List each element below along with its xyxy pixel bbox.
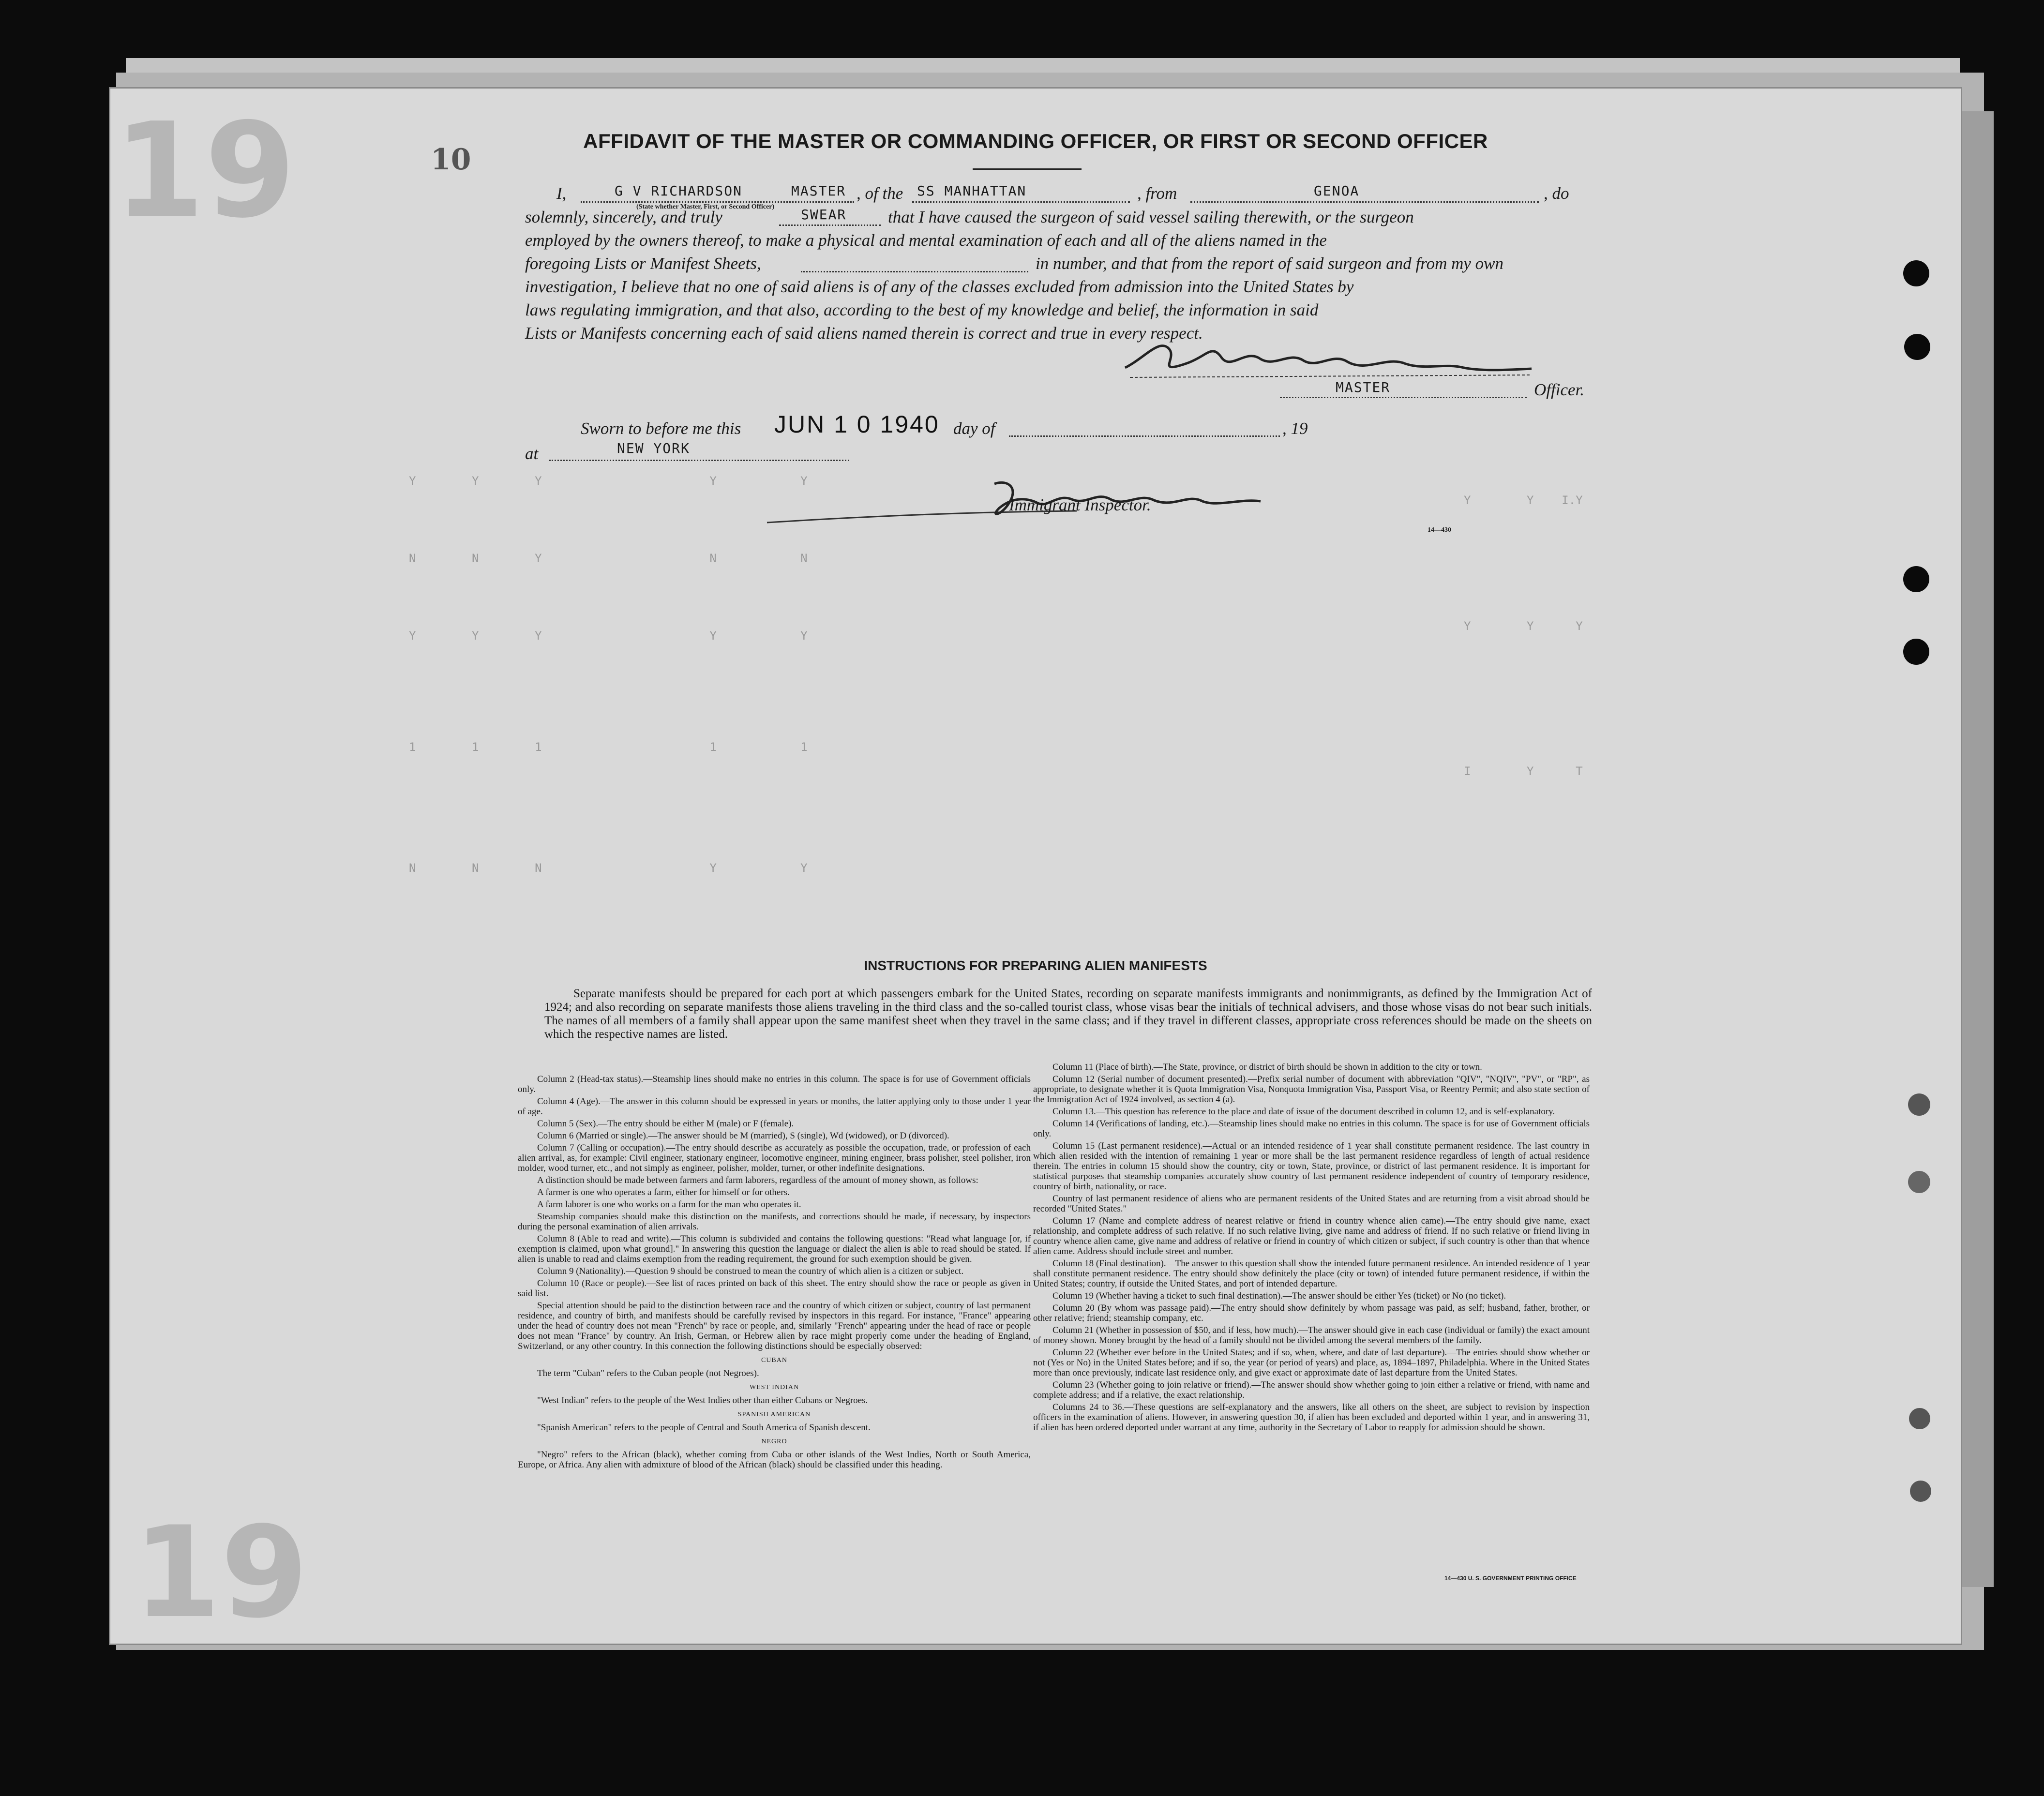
instruction-paragraph: "West Indian" refers to the people of the West Indies other than either Cubans or Negroes. <box>537 1395 868 1406</box>
signer-rank-line <box>1280 397 1527 398</box>
punch-hole <box>1903 639 1929 665</box>
bleed-through-marks: Y Y Y <box>1464 619 1583 633</box>
instruction-paragraph: Column 19 (Whether having a ticket to such final destination).—The answer should be either Yes (ticket) or No (no ticket). <box>1052 1291 1506 1301</box>
date-stamp: JUN 1 0 1940 <box>774 411 940 438</box>
year-suffix: , 19 <box>1282 419 1308 438</box>
instruction-paragraph: Columns 24 to 36.—These questions are self-explanatory and the answers, like all others on the sheet, are subject to revision by inspection officers in the examination of aliens. However, in answering question 30, if alien has been excluded and deported within 1 year, and in answering 31, if alien has been ordered deported under warrant at any time, authority in the Secretary of Labor to reapply for admission should be shown. <box>1033 1402 1590 1433</box>
instruction-paragraph: Column 7 (Calling or occupation).—The entry should describe as accurately as possible the occupation, trade, or profession of each alien arrival, as, for example: Civil engineer, stationary engineer, locomotive engineer, mining engineer, brass polisher, steel polisher, iron molder, wood turner, etc., and not simply as engineer, polisher, molder, turner, or other indefinite designations. <box>518 1143 1031 1173</box>
bleed-through-marks: 1 1 1 1 1 <box>409 740 808 754</box>
affidavit-title: AFFIDAVIT OF THE MASTER OR COMMANDING OFFICER, OR FIRST OR SECOND OFFICER <box>583 130 1488 152</box>
punch-hole <box>1903 260 1929 286</box>
instruction-paragraph: Column 14 (Verifications of landing, etc.).—Steamship lines should make no entries in this column. The space is for use of Government officials only. <box>1033 1119 1590 1139</box>
instruction-paragraph: Column 4 (Age).—The answer in this column should be expressed in years or months, the latter applying only to those under 1 year of age. <box>518 1096 1031 1117</box>
instruction-paragraph: "Spanish American" refers to the people of Central and South America of Spanish descent. <box>537 1422 871 1433</box>
oath-word: SWEAR <box>801 207 847 223</box>
instruction-paragraph: "Negro" refers to the African (black), whether coming from Cuba or other islands of the West Indies, North or South America, Europe, or Africa. Any alien with admixture of blood of the African (black) should be classified under this heading. <box>518 1450 1031 1470</box>
affidavit-line-2-pre: solemnly, sincerely, and truly <box>525 208 722 226</box>
text-from: , from <box>1137 184 1177 203</box>
instruction-paragraph: Column 20 (By whom was passage paid).—The entry should show definitely by whom passage was paid, as self; husband, father, brother, or other relative; friend; steamship company, etc. <box>1033 1303 1590 1323</box>
port-name: GENOA <box>1314 183 1360 199</box>
text-do: , do <box>1544 184 1569 203</box>
bleed-through-marks: Y Y I.Y <box>1464 494 1583 507</box>
vessel-name: SS MANHATTAN <box>917 183 1027 199</box>
punch-hole <box>1904 334 1930 360</box>
port-line <box>1190 201 1539 203</box>
instruction-paragraph: A farm laborer is one who works on a farm for the man who operates it. <box>537 1199 801 1210</box>
sworn-text: Sworn to before me this <box>581 419 741 438</box>
page-number-bleed: 19 <box>114 94 296 247</box>
signer-rank: MASTER <box>1336 379 1391 395</box>
officer-label: Officer. <box>1534 380 1585 399</box>
section-heading: CUBAN <box>761 1357 787 1364</box>
instructions-right-column <box>1033 1062 1590 1435</box>
punch-hole <box>1903 566 1929 592</box>
affidavit-line-1 <box>556 183 566 204</box>
small-number: 10 <box>431 143 471 177</box>
number-line <box>801 271 1028 272</box>
affidavit-line-4-pre: foregoing Lists or Manifest Sheets, <box>525 254 761 273</box>
instruction-paragraph: Column 9 (Nationality).—Question 9 should be construed to mean the country of which alien is a citizen or subject. <box>537 1266 964 1276</box>
bleed-through-marks: N N N Y Y <box>409 861 808 875</box>
manifest-page <box>109 87 1962 1645</box>
instruction-paragraph: Column 17 (Name and complete address of nearest relative or friend in country whence alien came).—The entry should give name, exact relationship, and complete address of such relative. If no such relative living, give name and address of friend. If no such relative or friend living in country whence alien came, give name and address of relative or friend in country of which citizen or subject, if such country is other than that whence alien came. Address should include street and number. <box>1033 1216 1590 1257</box>
inspector-label: Immigrant Inspector. <box>1009 495 1151 514</box>
punch-hole <box>1908 1093 1930 1116</box>
instruction-paragraph: A distinction should be made between farmers and farm laborers, regardless of the amount of money shown, as follows: <box>537 1175 978 1185</box>
instruction-paragraph: Column 23 (Whether going to join relative or friend).—The answer should show whether going to join either a relative or friend, with name and complete address; and if a relative, the exact relationship. <box>1033 1380 1590 1400</box>
instruction-paragraph: Column 11 (Place of birth).—The State, province, or district of birth should be shown in addition to the city or town. <box>1052 1062 1482 1072</box>
rank-note: (State whether Master, First, or Second Officer) <box>636 203 775 210</box>
text-i: I, <box>556 184 567 203</box>
affidavit-line-4-post: in number, and that from the report of said surgeon and from my own <box>1036 254 1504 273</box>
instructions-title: INSTRUCTIONS FOR PREPARING ALIEN MANIFESTS <box>864 958 1207 973</box>
day-of-label: day of <box>953 419 995 438</box>
punch-hole <box>1909 1408 1930 1429</box>
month-line <box>1009 435 1280 437</box>
officer-name: G V RICHARDSON <box>615 183 743 199</box>
section-heading: NEGRO <box>761 1438 787 1445</box>
instruction-paragraph: Column 22 (Whether ever before in the United States; and if so, when, where, and date of last departure).—The entries should show whether or not (Yes or No) in the United States before; and if so, the year (or period of years) and place, as, 1894–1897, Philadelphia. Where in the United States more than once previously, indicate last residence only, and give exact or approximate date of last departure from the United States. <box>1033 1347 1590 1378</box>
text-of-the: , of the <box>857 184 903 203</box>
section-heading: WEST INDIAN <box>749 1384 799 1391</box>
instruction-paragraph: Column 13.—This question has reference to the place and date of issue of the document described in column 12, and is self-explanatory. <box>1052 1107 1555 1117</box>
vessel-line <box>912 201 1130 203</box>
instruction-paragraph: Column 2 (Head-tax status).—Steamship lines should make no entries in this column. The space is for use of Government officials only. <box>518 1074 1031 1094</box>
instruction-paragraph: Special attention should be paid to the distinction between race and the country of which citizen or subject, country of last permanent residence, and country of birth, and manifests should be carefully revised by inspectors in this regard. For instance, "France" appearing under the head of country does not mean "French" by race or people, and, similarly "French" appearing under the head of race or people does not mean "France" by country. An Irish, German, or Hebrew alien by race might properly come under the heading of England, Switzerland, or any other country. In this connection the following distinctions should be especially observed: <box>518 1301 1031 1351</box>
instructions-left-column <box>518 1074 1031 1472</box>
bleed-through-marks: Y Y Y Y Y <box>409 629 808 643</box>
instruction-paragraph: Column 10 (Race or people).—See list of races printed on back of this sheet. The entry should show the race or people as given in said list. <box>518 1278 1031 1299</box>
affidavit-line-2-post: that I have caused the surgeon of said vessel sailing therewith, or the surgeon <box>888 208 1414 226</box>
section-heading: SPANISH AMERICAN <box>737 1411 811 1418</box>
title-underline <box>973 168 1082 170</box>
oath-line <box>779 224 881 226</box>
page-number-bleed: 19 <box>133 1500 308 1646</box>
bleed-through-marks: N N Y N N <box>409 552 808 565</box>
instruction-paragraph: Column 5 (Sex).—The entry should be either M (male) or F (female). <box>537 1119 794 1129</box>
instruction-paragraph: Column 15 (Last permanent residence).—Actual or an intended residence of 1 year shall constitute permanent residence. The last country in which alien resided with the intention of remaining 1 year or more shall be the last permanent residence regardless of length of actual residence therein. The entries in column 15 should show the country, city or town, State, province, or district of last permanent residence. It is important for statistical purposes that steamship companies accurately show country of last permanent residence independent of country of temporary residence, country of birth, nationality, or race. <box>1033 1141 1590 1192</box>
at-label: at <box>525 444 539 463</box>
instruction-paragraph: The term "Cuban" refers to the Cuban people (not Negroes). <box>537 1368 759 1378</box>
officer-name-line <box>581 201 854 203</box>
affidavit-line-6: laws regulating immigration, and that also, according to the best of my knowledge and belief, the information in said <box>525 300 1319 319</box>
affidavit-line-3: employed by the owners thereof, to make a physical and mental examination of each and all of the aliens named in the <box>525 231 1327 250</box>
officer-rank: MASTER <box>791 183 846 199</box>
printer-line: 14—430 U. S. GOVERNMENT PRINTING OFFICE <box>1444 1575 1577 1582</box>
master-signature <box>1115 329 1541 382</box>
affidavit-line-7: Lists or Manifests concerning each of said aliens named therein is correct and true in every respect. <box>525 324 1203 343</box>
instruction-paragraph: Column 21 (Whether in possession of $50, and if less, how much).—The answer should give in each case (individual or family) the exact amount of money shown. Money brought by the head of a family should not be divided among the several members of the family. <box>1033 1325 1590 1346</box>
instructions-intro: Separate manifests should be prepared for each port at which passengers embark for the United States, recording on separate manifests immigrants and nonimmigrants, as defined by the Immigration Act of 1924; and also recording on separate manifests those aliens traveling in the third class and the so-called tourist class, whose visas bear the initials of technical advisers, and those whose visas do not bear such initials. The names of all members of a family shall appear upon the same manifest sheet when they travel in the same class; and if they travel in different classes, appropriate cross references should be made on the sheets on which the respective names are listed. <box>544 987 1592 1041</box>
instruction-paragraph: Steamship companies should make this distinction on the manifests, and corrections should be made, if necessary, by inspectors during the personal examination of alien arrivals. <box>518 1212 1031 1232</box>
punch-hole <box>1908 1171 1930 1193</box>
place-name: NEW YORK <box>617 440 690 456</box>
place-line <box>549 460 849 461</box>
bleed-through-marks: I Y T <box>1464 764 1583 778</box>
bleed-through-marks: Y Y Y Y Y <box>409 474 808 488</box>
instruction-paragraph: Column 12 (Serial number of document presented).—Prefix serial number of document with abbreviation "QIV", "NQIV", "PV", or "RP", as appropriate, to designate whether it is Quota Immigration Visa, Nonquota Immigration Visa, Passport Visa, or Reentry Permit; and also state section of the Immigration Act of 1924 involved, as section 4 (a). <box>1033 1074 1590 1105</box>
instruction-paragraph: Column 6 (Married or single).—The answer should be M (married), S (single), Wd (widowed), or D (divorced). <box>537 1131 949 1141</box>
affidavit-line-5: investigation, I believe that no one of said aliens is of any of the classes excluded from admission into the United States by <box>525 277 1354 296</box>
instruction-paragraph: Column 8 (Able to read and write).—This column is subdivided and contains the following questions: "Read what language [or, if exemption is claimed, upon what ground]." In answering this question the language or dialect the alien is able to read should be stated. If alien is unable to read and claims exemption from the reading requirement, the ground for such exemption should be given. <box>518 1234 1031 1264</box>
instruction-paragraph: Column 18 (Final destination).—The answer to this question shall show the intended future permanent residence. An intended residence of 1 year shall constitute permanent residence. The entry should show definitely the place (city or town) of intended future permanent residence, if within the United States; country, if outside the United States, and port of intended departure. <box>1033 1258 1590 1289</box>
form-number: 14—430 <box>1428 526 1451 534</box>
punch-hole <box>1910 1481 1931 1502</box>
instruction-paragraph: Country of last permanent residence of aliens who are permanent residents of the United States and are returning from a visit abroad should be recorded "United States." <box>1033 1194 1590 1214</box>
instruction-paragraph: A farmer is one who operates a farm, either for himself or for others. <box>537 1187 790 1197</box>
